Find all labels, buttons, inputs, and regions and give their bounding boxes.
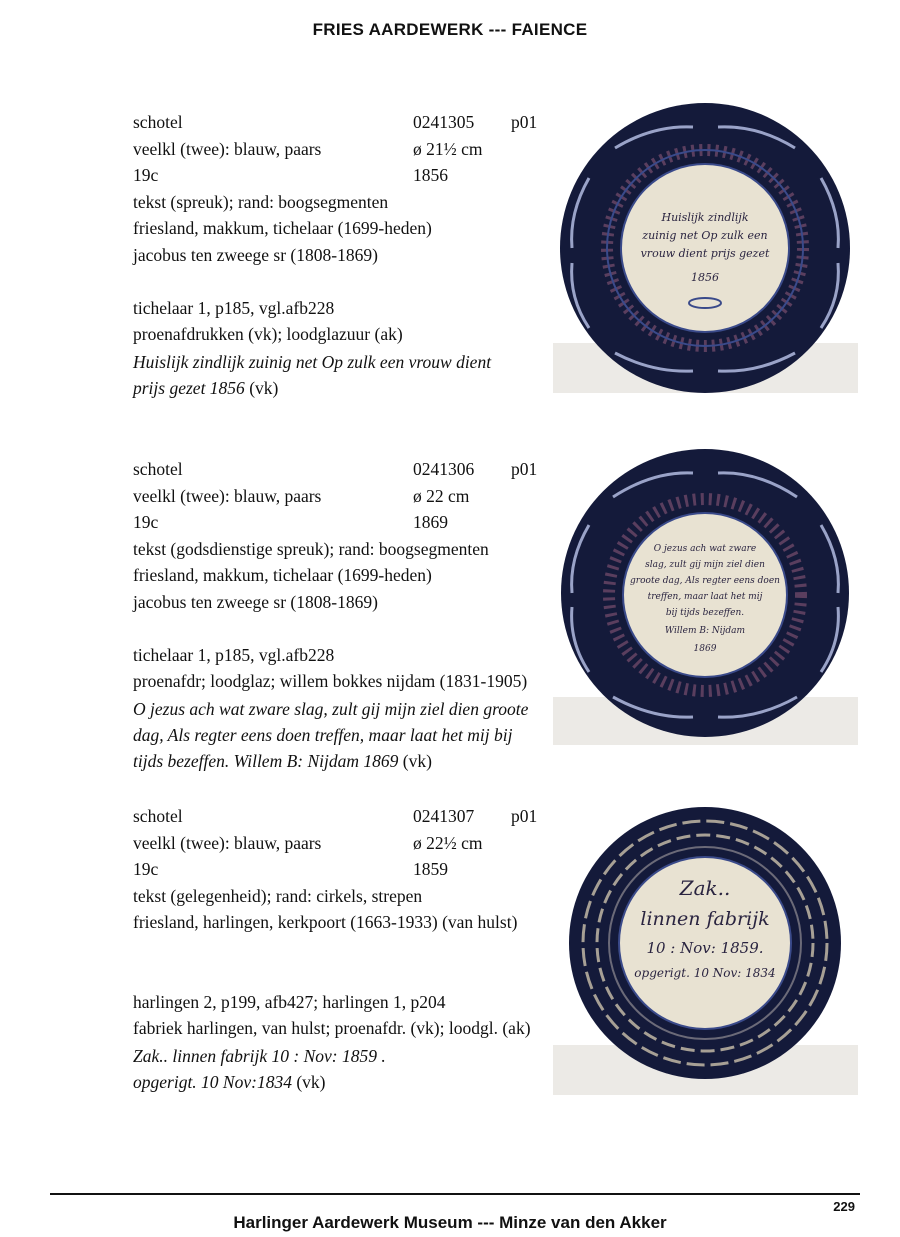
plate-inscription-line: treffen, maar laat het mij — [647, 592, 763, 602]
plate-inscription-line: Huislijk zindlijk — [661, 211, 749, 224]
plate-inscription-line: groote dag, Als regter eens doen — [630, 576, 780, 586]
value-code: p01 — [511, 112, 538, 132]
plate-inscription-line: 1869 — [693, 644, 717, 654]
page-number: 229 — [833, 1199, 855, 1214]
plate-image — [553, 103, 858, 393]
plate-inscription-line: 1856 — [691, 271, 719, 284]
value-opmerking: fabriek harlingen, van hulst; proenafdr. (vk); loodgl. (ak) — [133, 1018, 531, 1038]
value-kleur: veelkl (twee): blauw, paars — [133, 832, 322, 853]
plate-inscription-line: vrouw dient prijs gezet — [640, 247, 770, 260]
value-schilder: jacobus ten zweege sr (1808-1869) — [133, 591, 378, 612]
footer-divider — [50, 1193, 860, 1195]
value-nr: 0241307 — [413, 806, 475, 826]
value-datering: 19c — [133, 859, 159, 879]
value-afm: ø 22 cm — [413, 485, 470, 506]
value-kleur: veelkl (twee): blauw, paars — [133, 485, 322, 506]
value-fabrikaat: friesland, makkum, tichelaar (1699-heden) — [133, 218, 432, 238]
value-fabrikaat: friesland, harlingen, kerkpoort (1663-1933) (van hulst) — [133, 912, 518, 932]
plate-inscription-line: Willem B: Nijdam — [664, 626, 746, 636]
value-datering: 19c — [133, 512, 159, 532]
value-voorstelling: tekst (gelegenheid); rand: cirkels, strepen — [133, 885, 423, 906]
value-code: p01 — [511, 806, 538, 826]
value-jrt: 1869 — [413, 512, 448, 532]
value-voorwerp: schotel — [133, 806, 183, 826]
value-kleur: veelkl (twee): blauw, paars — [133, 138, 322, 159]
opschrift-tail: (vk) — [296, 1071, 326, 1092]
opschrift-tail: (vk) — [249, 377, 279, 398]
value-afm: ø 22½ cm — [413, 832, 483, 853]
value-literatuur: tichelaar 1, p185, vgl.afb228 — [133, 297, 335, 318]
opschrift-text: Huislijk zindlijk zuinig net Op zulk een vrouw dient prijs gezet 1856 — [133, 351, 492, 398]
plate-inscription-line: slag, zult gij mijn ziel dien — [645, 560, 765, 570]
plate-photo — [553, 805, 858, 1095]
value-voorwerp: schotel — [133, 459, 183, 479]
plate-inscription-line: Zak.. — [679, 876, 731, 900]
value-opmerking: proenafdr; loodglaz; willem bokkes nijdam (1831-1905) — [133, 671, 528, 691]
value-nr: 0241306 — [413, 459, 475, 479]
plate-inscription-line: linnen fabrijk — [640, 908, 770, 930]
value-opschrift — [133, 696, 545, 774]
value-code: p01 — [511, 459, 538, 479]
value-jrt: 1856 — [413, 165, 448, 185]
plate-inscription-line: bij tijds bezeffen. — [665, 608, 745, 618]
plate-photo — [553, 447, 858, 745]
plate-image — [553, 447, 858, 745]
value-opmerking: proenafdrukken (vk); loodglazuur (ak) — [133, 324, 403, 344]
value-voorstelling: tekst (godsdienstige spreuk); rand: boogsegmenten — [133, 538, 489, 559]
page-title: FRIES AARDEWERK --- FAIENCE — [312, 20, 588, 39]
value-fabrikaat: friesland, makkum, tichelaar (1699-heden) — [133, 565, 432, 585]
value-opschrift — [133, 1043, 418, 1095]
plate-inscription-line: 10 : Nov: 1859. — [646, 939, 764, 957]
value-nr: 0241305 — [413, 112, 475, 132]
plate-inscription-line: opgerigt. 10 Nov: 1834 — [634, 966, 776, 980]
opschrift-text: Zak.. linnen fabrijk 10 : Nov: 1859 . opgerigt. 10 Nov:1834 — [133, 1045, 386, 1092]
value-literatuur: harlingen 2, p199, afb427; harlingen 1, p204 — [133, 991, 446, 1012]
value-literatuur: tichelaar 1, p185, vgl.afb228 — [133, 644, 335, 665]
value-schilder: jacobus ten zweege sr (1808-1869) — [133, 244, 378, 265]
plate-image — [553, 805, 858, 1095]
value-voorwerp: schotel — [133, 112, 183, 132]
value-jrt: 1859 — [413, 859, 448, 879]
opschrift-tail: (vk) — [402, 750, 432, 771]
value-opschrift — [133, 349, 513, 401]
plate-photo — [553, 103, 858, 393]
plate-inscription-line: zuinig net Op zulk een — [642, 229, 768, 242]
opschrift-text: O jezus ach wat zware slag, zult gij mijn ziel dien groote dag, Als regter eens doen treffen, maar laat het mij bij tijds bezeffen. Willem B: Nijdam 1869 — [133, 698, 529, 771]
value-voorstelling: tekst (spreuk); rand: boogsegmenten — [133, 191, 389, 212]
plate-inscription-line: O jezus ach wat zware — [653, 544, 757, 554]
footer-title: Harlinger Aardewerk Museum --- Minze van den Akker — [233, 1213, 667, 1232]
value-afm: ø 21½ cm — [413, 138, 483, 159]
value-datering: 19c — [133, 165, 159, 185]
